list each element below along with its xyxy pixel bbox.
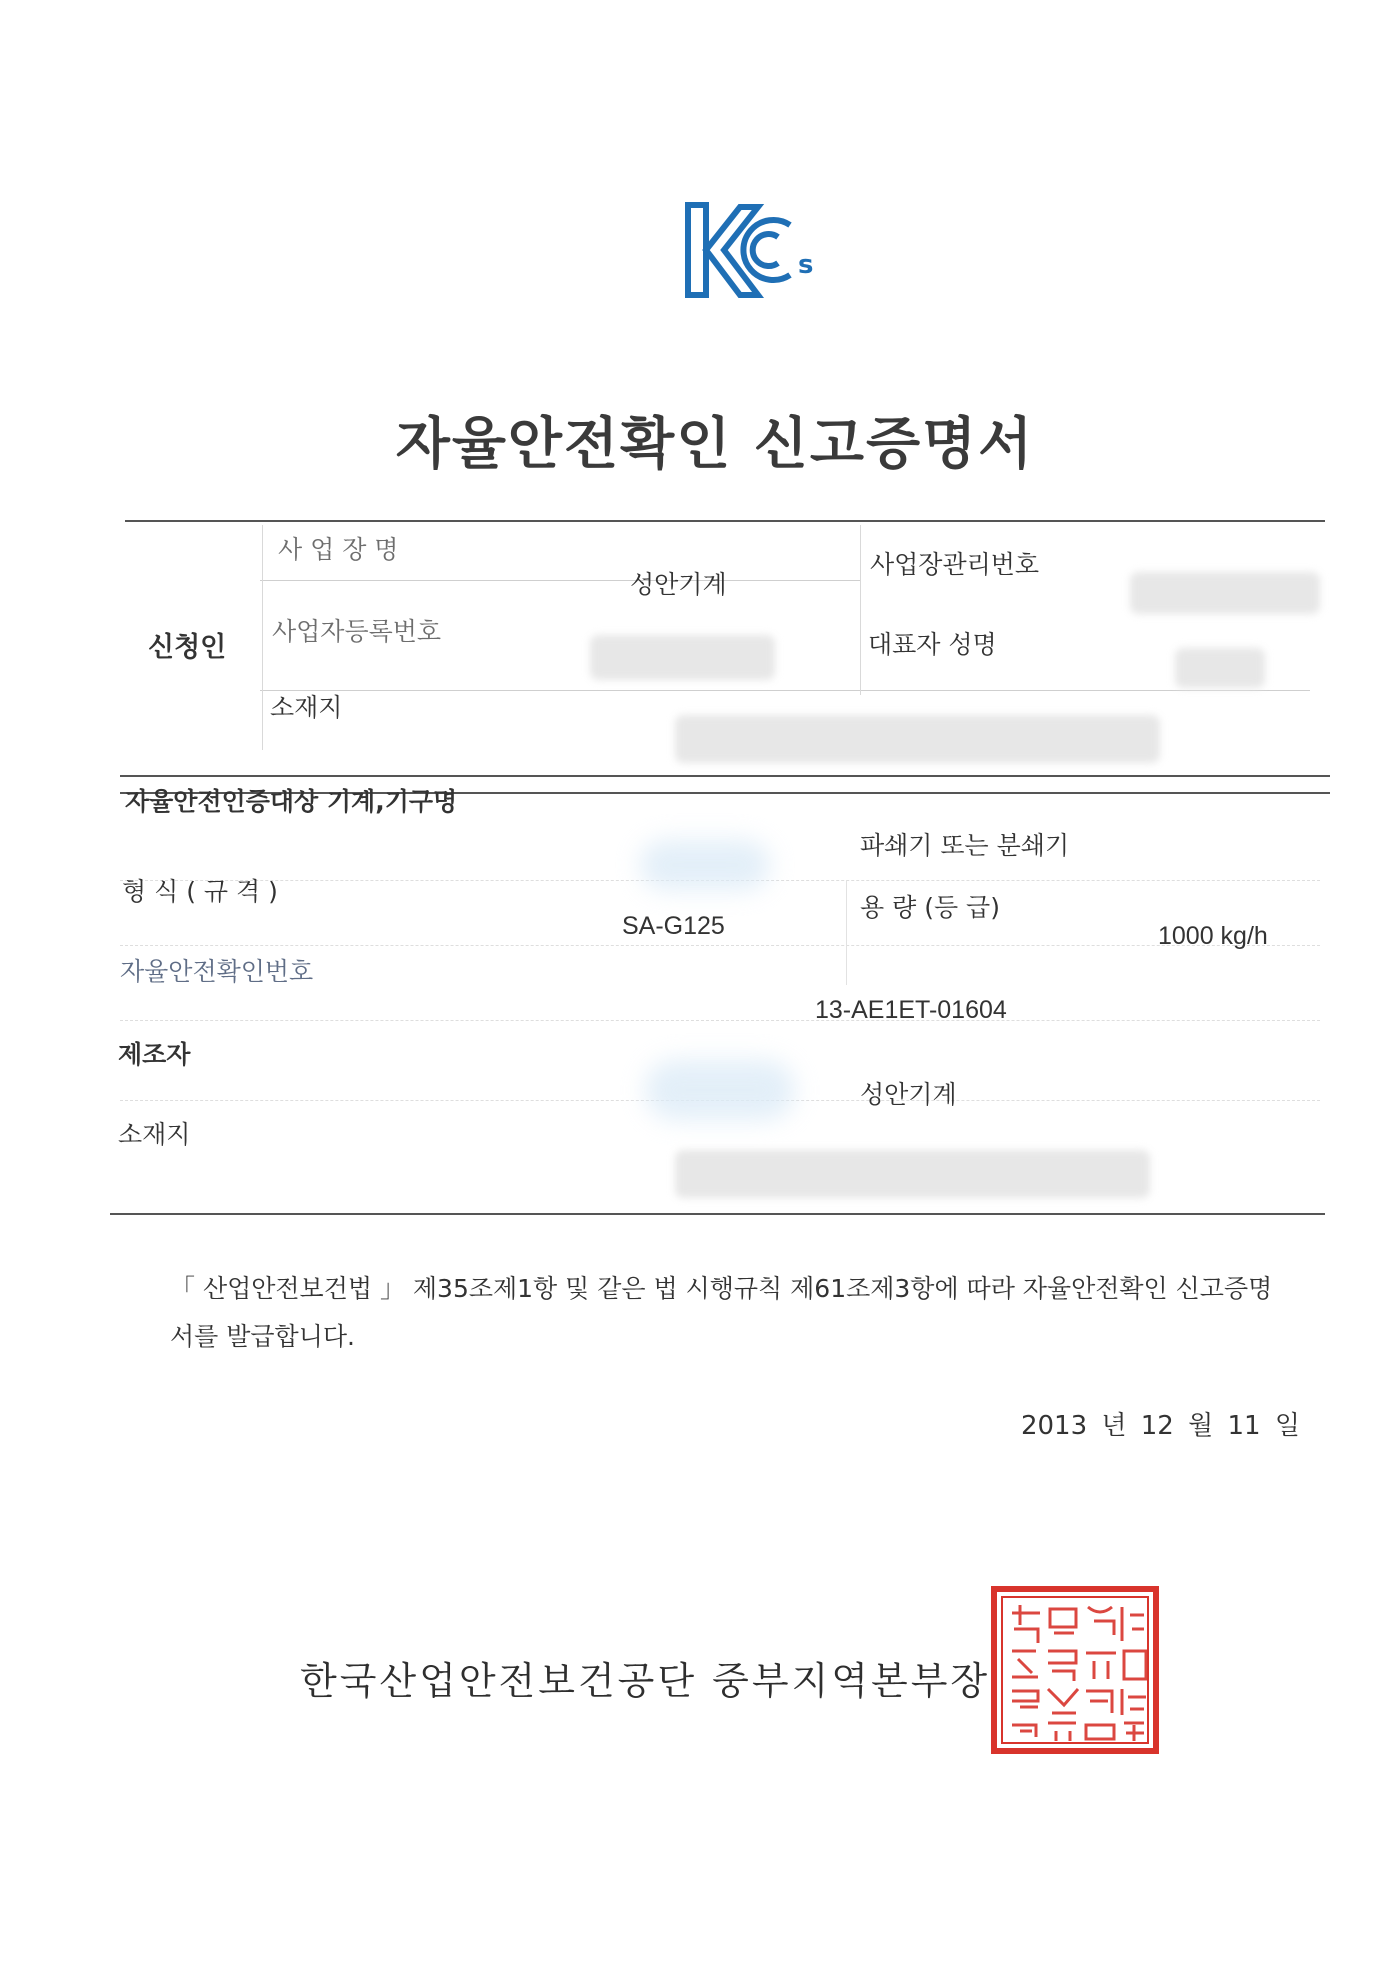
column-divider (860, 525, 861, 695)
representative-label: 대표자 성명 (868, 630, 997, 659)
table-top-rule (125, 520, 1325, 522)
row-divider (120, 1020, 1320, 1021)
confirm-no-label: 자율안전확인번호 (120, 957, 314, 986)
redacted-representative (1175, 648, 1265, 688)
applicant-address-label: 소재지 (270, 693, 343, 722)
redacted-business-reg-no (590, 635, 775, 680)
confirm-no-value: 13-AE1ET-01604 (815, 996, 1007, 1024)
applicant-label: 신청인 (148, 632, 227, 663)
model-value: SA-G125 (622, 912, 725, 940)
business-reg-no-label: 사업자등록번호 (272, 617, 442, 646)
page-title: 자율안전확인 신고증명서 (395, 412, 1035, 477)
product-name-label: 자율안전인증대상 기계,기구명 (125, 787, 458, 816)
workplace-mgmt-no-label: 사업장관리번호 (870, 550, 1040, 579)
issue-date (1021, 1405, 1300, 1442)
date-month: 12 (1140, 1411, 1174, 1441)
issuance-statement: 「 산업안전보건법 」 제35조제1항 및 같은 법 시행규칙 제61조제3항에 따라 자율안전확인 신고증명서를 발급합니다. (170, 1274, 1273, 1351)
section-rule (120, 775, 1330, 777)
redacted-applicant-address (675, 715, 1160, 763)
table-bottom-rule (110, 1213, 1325, 1215)
column-divider (846, 880, 847, 985)
manufacturer-address-label: 소재지 (118, 1120, 191, 1149)
date-year: 2013 (1020, 1411, 1088, 1441)
svg-text:s: s (798, 250, 814, 280)
date-day: 11 (1227, 1411, 1261, 1441)
product-name-value: 파쇄기 또는 분쇄기 (860, 831, 1070, 860)
kcs-logo-icon (680, 195, 820, 305)
business-name-value: 성안기계 (630, 570, 727, 599)
date-month-unit: 월 (1188, 1411, 1214, 1441)
row-divider (260, 580, 860, 581)
redacted-workplace-mgmt-no (1130, 572, 1320, 614)
date-day-unit: 일 (1274, 1411, 1300, 1441)
stain-mark (640, 840, 770, 890)
model-label: 형 식 ( 규 격 ) (122, 877, 278, 906)
stain-mark (645, 1060, 795, 1120)
row-divider (260, 690, 1310, 691)
column-divider (262, 525, 263, 750)
row-divider (120, 945, 1320, 946)
capacity-label: 용 량 (등 급) (860, 893, 1000, 922)
official-seal-icon (990, 1585, 1160, 1755)
issuer-name: 한국산업안전보건공단 중부지역본부장 (300, 1659, 991, 1703)
capacity-value: 1000 kg/h (1158, 922, 1268, 950)
manufacturer-label: 제조자 (118, 1040, 191, 1069)
manufacturer-value: 성안기계 (860, 1080, 957, 1109)
date-year-unit: 년 (1101, 1411, 1127, 1441)
business-name-label: 사 업 장 명 (278, 535, 399, 564)
redacted-manufacturer-address (675, 1150, 1150, 1198)
